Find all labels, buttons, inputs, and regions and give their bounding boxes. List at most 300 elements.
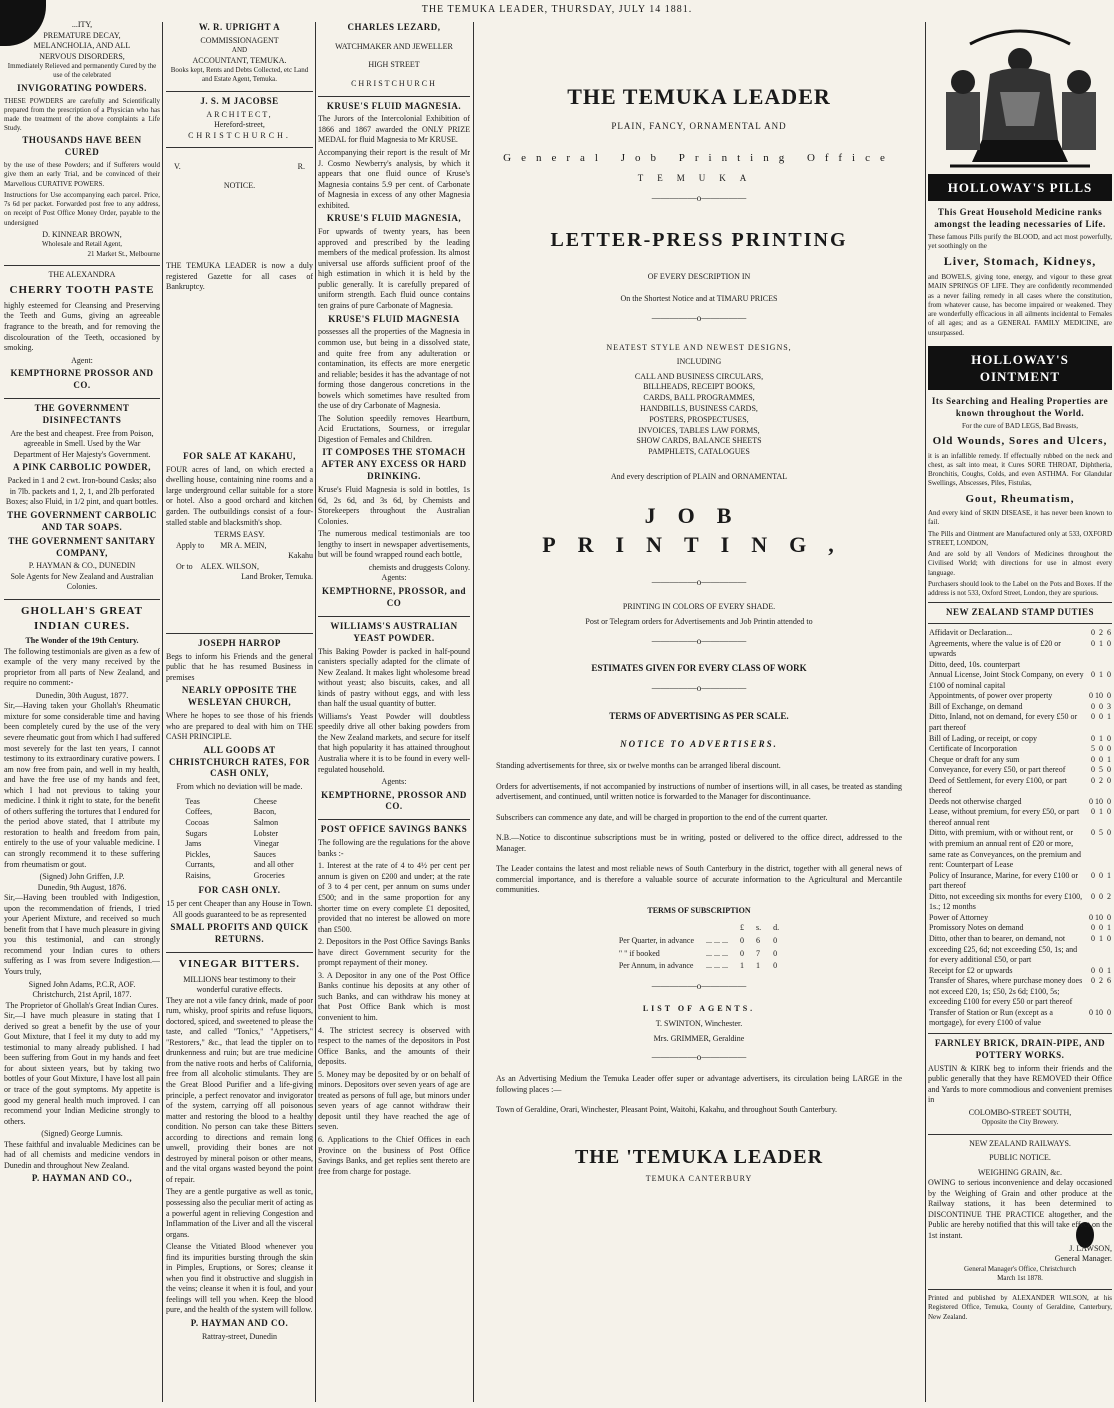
ad-text: 15 per cent Cheaper than any House in Town. — [166, 899, 313, 909]
grocery-item: Sauces — [253, 849, 276, 859]
ad-text: FOUR acres of land, on which erected a dwelling house, containing nine rooms and a large underground cellar suitable for a store or hotel. Also a good orchard and kitchen garden. The outbuildings consist of a four-stalled stable and blacksmith's shop. — [166, 464, 313, 527]
ad-text: The following are the regulations for the above banks :- — [318, 838, 470, 858]
duty-value: 0 2 6 — [1091, 628, 1111, 638]
ad-text: Kruse's Fluid Magnesia is sold in bottles, 1s 6d, 2s 6d, and 3s 6d, by Chemists and Storekeepers throughout the Australian Colonies. — [318, 485, 470, 526]
service-item: SHOW CARDS, BALANCE SHEETS — [636, 436, 762, 446]
ad-name: KEMPTHORNE, PROSSOR AND CO. — [321, 789, 467, 812]
ad-text: March 1st 1878. — [997, 1273, 1043, 1282]
ad-heading: VINEGAR BITTERS. — [178, 957, 301, 970]
cell: 0 — [740, 935, 745, 945]
ad-cherry-tooth-paste — [4, 270, 160, 392]
ad-text: ALEX. WILSON, — [200, 561, 259, 571]
table-row — [928, 934, 1112, 966]
table-row — [928, 765, 1112, 776]
ad-text: Begs to inform his Friends and the general public that he has resumed Business in premises — [166, 651, 313, 682]
duty-value: 0 0 3 — [1091, 701, 1111, 711]
table-row — [928, 871, 1112, 892]
ad-invigorating-powders — [4, 20, 160, 259]
ad-date: Dunedin, 30th August, 1877. — [35, 690, 129, 700]
regulation-item: 3. A Depositor in any one of the Post Office Banks continue his deposits at any other of such Banks, and can withdraw his money at that Post Office Bank which is most convenient to him. — [318, 970, 470, 1022]
ad-text: And every kind of SKIN DISEASE, it has never been known to fail. — [928, 509, 1112, 527]
duty-item: Lease, without premium, for every £50, or part thereof annual rent — [929, 807, 1080, 827]
table-row — [928, 734, 1112, 745]
duty-item: Cheque or draft for any sum — [929, 754, 1020, 764]
ornament: —————o————— — [651, 683, 747, 694]
duty-value: 0 5 0 — [1091, 828, 1111, 838]
ad-heading: GHOLLAH'S GREAT INDIAN CURES. — [20, 605, 144, 632]
duty-item: Annual License, Joint Stock Company, on every £100 of nominal capital — [929, 670, 1084, 690]
notice-text: Orders for advertisements, if not accompanied by instructions of number of insertions will, in all cases, be treated as standing advertisement, and continued, until written notice is forwarded to the Manager for discontinuance. — [496, 781, 902, 802]
imprint: Printed and published by ALEXANDER WILSON, at his Registered Office, Temuka, County of Geraldine, Canterbury, New Zealand. — [928, 1294, 1112, 1321]
ad-line: NERVOUS DISORDERS, — [39, 51, 125, 61]
ad-text: They are not a vile fancy drink, made of poor rum, whisky, proof spirits and refuse liquors, doctored, spiced, and sweetened to please the taste, and called "Tonics," "Appetisers," "Restorers," &c., that lead the tippler on to drunkenness and ruin; but are true medicine from the native roots and herbs of California, free from all alcoholic stimulants. They are the Great Blood Purifier and a life-giving principle, a perfect renovator and invigorator of the system, carrying off all poisonous matter and restoring the blood to a healthy condition. No person can take these Bitters according to directions and remain long unwell, providing their bones are not destroyed by mineral poison or other means, and the vital organs wasted beyond the point of repair. — [166, 995, 313, 1184]
subtitle: General Job Printing Office — [503, 151, 895, 164]
column-4-printing-office — [476, 20, 922, 1405]
grocery-item: Salmon — [253, 817, 279, 827]
ad-text: The Jurors of the Intercolonial Exhibition of 1866 and 1867 awarded the ONLY PRIZE MEDAL for fluid Magnesia to Mr KRUSE. — [318, 114, 470, 145]
holloways-ointment-banner: HOLLOWAY'S OINTMENT — [928, 346, 1112, 390]
ad-text: General Manager's Office, Christchurch — [964, 1264, 1076, 1273]
running-header: THE TEMUKA LEADER, THURSDAY, JULY 14 1881. — [421, 4, 693, 15]
page-title: THE TEMUKA LEADER — [567, 84, 831, 109]
ad-line: MELANCHOLIA, AND ALL — [33, 41, 131, 51]
medium-text: As an Advertising Medium the Temuka Leader offer super or advantage advertisers, its circulation being LARGE in the following places :— — [496, 1074, 902, 1094]
ad-text: by the use of these Powders; and if Sufferers would give them an early Trial, and be convinced of their Marvellous CURATIVE POWERS. — [4, 161, 160, 188]
ad-upright — [166, 22, 313, 85]
notice-text: Standing advertisements for three, six or twelve months can be arranged liberal discount. — [496, 760, 781, 770]
row-dots: ... ... ... — [706, 935, 729, 945]
ad-date: Dunedin, 9th August, 1876. — [37, 882, 127, 892]
ad-text: Kakahu — [288, 551, 313, 561]
divider — [166, 633, 313, 634]
service-item: POSTERS, PROSPECTUSES, — [649, 414, 749, 424]
ad-text: CHRISTCHURCH — [351, 78, 437, 88]
ad-text: Sole Agents for New Zealand and Australian Colonies. — [10, 571, 154, 592]
ad-text: Williams's Yeast Powder will doubtless speedily drive all other baking powders from the New Zealand markets, and secure for itself that high popularity it has attained throughout Australia where it is to be found in every well-regulated household. — [318, 711, 470, 774]
duty-item: Ditto, with premium, with or without rent, or with premium an annual rent of £20 or more, same rate as Conveyances, on the premium and rent: Counterpart of Lease — [929, 828, 1081, 870]
grocery-item: Teas — [185, 796, 200, 806]
duty-value: 0 1 0 — [1091, 807, 1111, 817]
ad-name: KEMPTHORNE, PROSSOR, and CO — [321, 586, 467, 608]
grocery-item: Vinegar — [253, 839, 279, 849]
column-rule — [925, 22, 926, 1402]
text-line: On the Shortest Notice and at TIMARU PRICES — [620, 294, 778, 304]
grocery-item: and all other — [253, 860, 294, 870]
duty-item: Power of Attorney — [929, 912, 989, 922]
ad-heading: THOUSANDS HAVE BEEN CURED — [22, 135, 142, 158]
estimates-line: ESTIMATES GIVEN FOR EVERY CLASS OF WORK — [591, 663, 807, 674]
text-line: NEATEST STYLE AND NEWEST DESIGNS, — [606, 342, 792, 352]
ad-text: WATCHMAKER AND JEWELLER — [335, 41, 453, 51]
ad-heading: KRUSE'S FLUID MAGNESIA, — [326, 213, 462, 224]
ad-heading: THE GOVERNMENT SANITARY COMPANY, — [8, 535, 156, 558]
divider — [166, 147, 313, 148]
duty-value: 0 0 1 — [1091, 712, 1111, 722]
grocery-item: Sugars — [185, 828, 208, 838]
table-row — [928, 1008, 1112, 1029]
ad-railways — [928, 1139, 1112, 1283]
ad-text: Packed in 1 and 2 cwt. Iron-bound Casks; also in 7lb. packets and 1, 2, 1, and 2lb perforated Boxes; also Fluid, in 1/2 pint, and quart bottles. — [5, 476, 159, 507]
table-row — [928, 797, 1112, 808]
ad-heading: CHERRY TOOTH PASTE — [9, 284, 155, 297]
ad-text: COLOMBO-STREET SOUTH, — [968, 1107, 1072, 1117]
ad-heading: CHARLES LEZARD, — [347, 22, 441, 32]
column-1 — [4, 20, 160, 1405]
col-header: £ — [740, 923, 745, 933]
ad-line: ...ITY, — [71, 20, 93, 29]
table-row — [928, 976, 1112, 1008]
table-row — [928, 892, 1112, 913]
divider — [4, 398, 160, 399]
agents-heading: LIST OF AGENTS. — [642, 1004, 756, 1014]
duty-item: Agreements, where the value is of £20 or upwards — [929, 638, 1061, 659]
grocery-item: Lobster — [253, 828, 279, 838]
ad-text: COMMISSIONAGENT — [200, 35, 279, 45]
notice-text: The Leader contains the latest and most reliable news of South Canterbury in the district, together with all general news of commercial importance, and is therefore a valuable source of accurate information to the Agricultural and Mercantile communities. — [496, 864, 902, 895]
ad-signature: (Signed) George Lumnis. — [41, 1129, 123, 1139]
row-dots: ... ... ... — [706, 961, 729, 971]
ad-heading: Its Searching and Healing Properties are known throughout the World. — [931, 396, 1109, 419]
ad-text: highly esteemed for Cleansing and Preserving the Teeth and Gums, giving an agreeable fragrance to the breath, and for removing the discolouration of the Teeth, occasioned by smoking. — [4, 300, 160, 353]
notice-heading: NOTICE TO ADVERTISERS. — [620, 739, 778, 750]
duty-value: 0 0 1 — [1091, 923, 1111, 933]
text-line: OF EVERY DESCRIPTION IN — [647, 271, 751, 281]
table-row — [928, 807, 1112, 828]
duty-value: 0 10 0 — [1089, 912, 1111, 922]
ad-text: The Proprietor of Ghollah's Great Indian Cures. — [5, 1000, 159, 1010]
divider — [166, 952, 313, 953]
divider — [928, 1134, 1112, 1135]
ad-text: From which no deviation will be made. — [176, 782, 303, 792]
ad-text: Or to — [176, 561, 193, 571]
ad-text: HIGH STREET — [368, 60, 420, 70]
notice-text: Subscribers can commence any date, and will be charged in proportion to the end of the current quarter. — [496, 812, 828, 822]
ad-text: All goods guaranteed to be as represented — [172, 909, 307, 919]
ad-text: AND — [231, 46, 248, 55]
ad-name: P. HAYMAN AND CO. — [190, 1318, 289, 1328]
duty-value: 0 0 1 — [1091, 870, 1111, 880]
duty-item: Bill of Exchange, on demand — [929, 701, 1023, 711]
cell: 1 — [740, 961, 745, 971]
ad-text: The numerous medical testimonials are too lengthy to insert in newspaper advertisements, but will be found wrapped round each bottle, — [318, 529, 470, 560]
duty-value: 0 10 0 — [1089, 1007, 1111, 1017]
ad-text: THESE POWDERS are carefully and Scientifically prepared from the prescription of a Physician who has made the treatment of the above complaints a Life Study. — [4, 96, 160, 133]
table-row — [613, 960, 785, 973]
ad-text: Land Broker, Temuka. — [241, 572, 313, 582]
ad-heading: THE GOVERNMENT DISINFECTANTS — [34, 402, 130, 425]
regulation-item: 5. Money may be deposited by or on behalf of minors. Depositors over seven years of age are treated as persons of full age, but minors under seven years of age cannot withdraw their deposit until they have reached the age of seven. — [318, 1069, 470, 1132]
divider — [166, 91, 313, 92]
ad-notice — [166, 162, 313, 293]
ornament: —————o————— — [651, 635, 747, 646]
subscription-heading: TERMS OF SUBSCRIPTION — [647, 905, 751, 915]
table-row — [928, 755, 1112, 766]
table-row — [613, 948, 785, 961]
ad-text: For the cure of BAD LEGS, Bad Breasts, — [961, 421, 1079, 430]
table-row — [928, 660, 1112, 671]
col-header: s. — [756, 923, 762, 933]
service-item: HANDBILLS, BUSINESS CARDS, — [640, 404, 758, 414]
ad-text: Rattray-street, Dunedin — [201, 1331, 278, 1341]
ad-heading: W. R. UPRIGHT A — [198, 22, 281, 32]
ornament: —————o————— — [651, 576, 747, 587]
ad-text: Wholesale and Retail Agent, — [41, 240, 123, 249]
ad-farnley-brick — [928, 1038, 1112, 1128]
duty-item: Ditto, not exceeding six months for every £100, 1s.; 12 months — [929, 891, 1083, 912]
places-text: Town of Geraldine, Orari, Winchester, Pleasant Point, Waitohi, Kakahu, and throughout South Canterbury. — [496, 1105, 838, 1115]
ad-text: The following testimonials are given as a few of example of the very many received by the proprietor from all parts of New Zealand, and require no comment:- — [4, 646, 160, 688]
ad-text: possesses all the properties of the Magnesia in common use, but being in a dissolved state, and quite free from any adulteration or contamination, its effects are more energetic and reliable; besides it has the advantage of not forming those dangerous concretions in the bowels which sometimes have resulted from the use of dry Carbonate of Magnesia. — [318, 327, 470, 411]
ad-heading: KRUSE'S FLUID MAGNESIA. — [326, 100, 462, 111]
subtitle: PLAIN, FANCY, ORNAMENTAL AND — [611, 121, 787, 132]
duty-value: 0 1 0 — [1091, 638, 1111, 648]
ad-heading: FOR CASH ONLY. — [198, 885, 281, 896]
grocery-item: Raisins, — [185, 870, 211, 880]
table-row — [928, 712, 1112, 733]
service-item: CARDS, BALL PROGRAMMES, — [643, 393, 755, 403]
ad-text: CHRISTCHURCH. — [188, 130, 291, 140]
ad-text: ARCHITECT, — [206, 109, 273, 119]
cell: 0 — [773, 935, 778, 945]
duty-value: 0 1 0 — [1091, 733, 1111, 743]
notice-v: V. — [174, 162, 181, 172]
regulation-item: 2. Depositors in the Post Office Savings Banks have direct Government security for the prompt repayment of their money. — [318, 937, 470, 968]
ad-vinegar-bitters — [166, 957, 313, 1342]
ad-text: MR A. MEIN, — [220, 540, 267, 550]
service-item: CALL AND BUSINESS CIRCULARS, — [634, 371, 764, 381]
subscription-table — [613, 922, 785, 972]
duty-value: 0 0 1 — [1091, 965, 1111, 975]
ad-heading: NEW ZEALAND RAILWAYS. — [969, 1138, 1071, 1148]
ad-text: This Baking Powder is packed in half-pound canisters specially adapted for the climate of New Zealand. It makes light wholesome bread without yeast; also biscuits, cakes, and all kinds of pastry without eggs, and with less than half the usual quantity of butter. — [318, 646, 470, 709]
ad-lezard — [318, 22, 470, 90]
ad-signature: (Signed) John Griffen, J.P. — [39, 872, 125, 882]
ad-heading: THE ALEXANDRA — [48, 269, 116, 279]
holloway-trade-mark-engraving — [930, 22, 1110, 172]
divider — [318, 616, 470, 617]
grocery-item: Pickles, — [185, 849, 211, 859]
duty-item: Policy of Insurance, Marine, for every £100 or part thereof — [929, 870, 1079, 891]
ad-text: Immediately Relieved and permanently Cured by the use of the celebrated — [7, 62, 157, 80]
notice-text: N.B.—Notice to discontinue subscriptions must be in writing, posted or delivered to the office direct, addressed to the Manager. — [496, 833, 902, 853]
ad-text: They are a gentle purgative as well as tonic, possessing also the peculiar merit of acting as a powerful agent in relieving Congestion and Inflammation of the Liver and all the visceral organs. — [166, 1187, 313, 1239]
ad-text: Are the best and cheapest. Free from Poison, agreeable in Smell. Used by the War Department of Her Majesty's Government. — [10, 428, 154, 459]
grocery-item: Cheese — [253, 796, 277, 806]
ad-text: MILLIONS bear testimony to their wonderful curative effects. — [183, 974, 296, 995]
divider — [928, 602, 1112, 603]
ad-heading: J. S. M JACOBSE — [200, 95, 279, 106]
ad-name: J. LAWSON, — [1069, 1243, 1112, 1253]
ad-text: These faithful and invaluable Medicines can be had of all chemists and medicine vendors in Dunedin and throughout New Zealand. — [4, 1139, 160, 1170]
ad-text: 21 Market St., Melbourne — [87, 249, 160, 258]
duty-item: Appointments, of power over property — [929, 691, 1053, 701]
duty-value: 0 2 0 — [1091, 775, 1111, 785]
divider — [4, 599, 160, 600]
ad-text: Sir,—Having taken your Ghollah's Rheumatic mixture for some considerable time and having been completely cured by the use of the very severe rheumatic gout from which I had suffered most severely for the last ten years, I cannot testimony to its extraordinary curative powers. I am now free from pain, and well in my health, and have the free use of my hands and feet, which I had not previous to taking your medicine. I think it right to state, for the benefit of others suffering the tortures that I endured for the period above stated, that I attribute my restoration to health and freedom from pain, entirely to the use of your valuable medicine. I can strongly recommend it to these suffering from rheumatism or gout. — [4, 701, 160, 869]
ad-ghollah-cures — [4, 604, 160, 1185]
row-label: Per Quarter, in advance — [618, 935, 695, 945]
ad-text: and BOWELS, giving tone, energy, and vigour to these great MAIN SPRINGS OF LIFE. They are confidently recommended as a never failing remedy in all cases where the constitution, from whatever cause, has become impaired or weakened. They are wonderfully efficacious in all ailments incidental to Females of all ages; and as a GENERAL FAMILY MEDICINE, are unsurpassed. — [928, 273, 1112, 337]
footer-title: THE 'TEMUKA LEADER — [574, 1145, 824, 1168]
letterpress-heading: LETTER-PRESS PRINTING — [550, 229, 848, 252]
table-row — [928, 702, 1112, 713]
table-row — [928, 828, 1112, 870]
duty-value: 0 10 0 — [1089, 691, 1111, 701]
duty-item: Deed of Settlement, for every £100, or part thereof — [929, 775, 1067, 796]
duty-item: Receipt for £2 or upwards — [929, 965, 1013, 975]
duty-value: 0 2 6 — [1091, 976, 1111, 986]
table-row — [928, 628, 1112, 639]
cell: 7 — [756, 948, 761, 958]
ad-heading: FARNLEY BRICK, DRAIN-PIPE, AND POTTERY WORKS. — [934, 1037, 1106, 1060]
subtitle: TEMUKA — [637, 173, 761, 184]
ad-text: Where he hopes to see those of his friends who are prepared to deal with him on THE CASH PRINCIPLE. — [166, 711, 313, 742]
job-printing-heading: JOB PRINTING, — [542, 502, 856, 557]
cell: 0 — [740, 948, 745, 958]
duty-item: Ditto, other than to bearer, on demand, not exceeding £25, 6d; not exceeding £50, 1s; and for every additional £50, or part — [929, 933, 1078, 965]
grocery-item: Cocoas — [185, 817, 209, 827]
ad-heading: Liver, Stomach, Kidneys, — [943, 254, 1097, 269]
footer-subtitle: TEMUKA CANTERBURY — [645, 1174, 753, 1184]
ad-signature: Signed John Adams, P.C.R, AOF. — [28, 979, 136, 989]
duty-value: 0 10 0 — [1089, 796, 1111, 806]
ad-heading: NEARLY OPPOSITE THE WESLEYAN CHURCH, — [181, 685, 298, 708]
duty-value: 5 0 0 — [1091, 744, 1111, 754]
ad-text: For upwards of twenty years, has been approved and prescribed by the leading members of the medical profession. Its almost universal use affords sufficient proof of the high estimation in which it is held by the public generally. It is carefully prepared of uniform strength. Each fluid ounce contains ten grains of pure Carbonate of Magnesia. — [318, 227, 470, 311]
row-dots: ... ... ... — [706, 948, 729, 958]
grocery-list — [166, 797, 313, 881]
ad-text: OWING to serious inconvenience and delay occasioned by the Weighing of Grain and other produce at the Railway stations, it has been determined to DISCONTINUE THE PRACTICE altogether, and the Public are hereby notified that this will take effect on the 1st instant. — [928, 1178, 1112, 1240]
table-row — [928, 776, 1112, 797]
column-2 — [166, 20, 313, 1405]
text-line: INCLUDING — [676, 357, 722, 367]
duty-item: Conveyance, for every £50, or part thereof — [929, 765, 1066, 775]
duty-item: Affidavit or Declaration... — [929, 628, 1013, 638]
column-5 — [928, 20, 1112, 1405]
duty-item: Certificate of Incorporation — [929, 744, 1017, 754]
column-3 — [318, 20, 470, 1405]
ad-heading: NOTICE. — [223, 180, 256, 190]
table-row — [613, 935, 785, 948]
ad-kruse-magnesia — [318, 101, 470, 610]
divider — [318, 819, 470, 820]
ad-heading: INVIGORATING POWDERS. — [17, 82, 147, 93]
ad-text: The Pills and Ointment are Manufactured only at 533, OXFORD STREET, LONDON, — [928, 529, 1112, 547]
ornament: —————o————— — [651, 312, 747, 323]
grocery-item: Coffees, — [185, 807, 213, 817]
ad-heading: Old Wounds, Sores and Ulcers, — [932, 435, 1108, 448]
ad-text: Hereford-street, — [214, 120, 265, 130]
ad-line: PREMATURE DECAY, — [43, 30, 121, 40]
cell: 6 — [756, 935, 761, 945]
ad-text: AUSTIN & KIRK beg to inform their friends and the public generally that they have REMOVED their Office and Yards to more commodious and convenient premises in — [928, 1063, 1112, 1105]
text-line: Post or Telegram orders for Advertisements and Job Printin attended to — [585, 617, 813, 627]
column-rule — [315, 22, 316, 1402]
ad-heading: POST OFFICE SAVINGS BANKS — [320, 824, 468, 835]
ad-text: The Solution speedily removes Heartburn, Acid Eructations, Sourness, or irregular Digestion of Females and Children. — [318, 413, 470, 444]
divider — [928, 1289, 1112, 1290]
cell: 1 — [756, 961, 761, 971]
ad-text: Accompanying their report is the result of Mr J. Cosmo Newberry's analysis, by which it appears that one fluid ounce of Kruse's Magnesia contains 5.9 per cent. of Carbonate of Magnesia in excess of any other Magnesia exhibited. — [318, 148, 470, 210]
ad-heading: SMALL PROFITS AND QUICK RETURNS. — [170, 922, 309, 945]
regulation-item: 1. Interest at the rate of 4 to 4½ per cent per annum is given on £200 and under; at the rate of 3 to 4 per cent, per annum on sums under £500; and in the same proportion for any shorter time on every complete £1 deposited, provided that no interest be allowed on more than £500. — [318, 861, 470, 934]
cell: 0 — [773, 961, 778, 971]
duty-item: Deeds not otherwise charged — [929, 796, 1022, 806]
duty-item: Ditto, deed, 10s. counterpart — [929, 659, 1021, 669]
table-row — [928, 639, 1112, 660]
duty-value: 0 5 0 — [1091, 765, 1111, 775]
agent: T. SWINTON, Winchester. — [655, 1019, 743, 1029]
ornament: —————o————— — [651, 980, 747, 991]
ad-text: Agent: — [71, 355, 93, 365]
ad-jacobs — [166, 96, 313, 142]
divider — [318, 96, 470, 97]
ad-disinfectants — [4, 403, 160, 593]
duty-item: Promissory Notes on demand — [929, 923, 1024, 933]
grocery-item: Bacon, — [253, 807, 277, 817]
duty-value: 0 0 1 — [1091, 754, 1111, 764]
grocery-item: Jams — [185, 839, 202, 849]
table-row — [928, 923, 1112, 934]
agent: Mrs. GRIMMER, Geraldine — [653, 1033, 745, 1043]
col-header: d. — [773, 923, 780, 933]
ad-heading: WEIGHING GRAIN, &c. — [978, 1167, 1062, 1177]
ornament: —————o————— — [651, 1052, 747, 1063]
ad-heading: KRUSE'S FLUID MAGNESIA — [328, 313, 460, 324]
ornament: —————o————— — [651, 193, 747, 204]
service-item: INVOICES, TABLES LAW FORMS, — [638, 425, 760, 435]
ad-text: Instructions for Use accompanying each parcel. Price, 7s 6d per packet. Forwarded post free to any address, on receipt of Post Office Money Order, payable to the undersigned — [4, 190, 160, 227]
ad-text: Books kept, Rents and Debts Collected, etc Land and Estate Agent, Temuka. — [170, 66, 309, 84]
notice-r: R. — [297, 162, 305, 172]
ad-text: Apply to — [176, 540, 205, 550]
ad-harrop — [166, 638, 313, 946]
divider — [928, 1033, 1112, 1034]
ad-kakahu — [166, 451, 313, 583]
ad-text: Purchasers should look to the Label on the Pots and Boxes. If the address is not 533, Oxford Street, London, they are spurious. — [928, 579, 1112, 597]
ad-name: D. KINNEAR BROWN, — [42, 229, 122, 239]
table-row — [928, 966, 1112, 977]
ad-text: Opposite the City Brewery. — [981, 1118, 1059, 1127]
ad-text: THE TEMUKA LEADER is now a duly registered Gazette for all cases of Bankruptcy. — [166, 261, 313, 292]
regulation-item: 4. The strictest secrecy is observed with respect to the names of the depositors in Post Office Banks, and the amounts of their deposits. — [318, 1025, 470, 1067]
duty-item: Ditto, Inland, not on demand, for every £50 or part thereof — [929, 712, 1078, 733]
divider — [4, 265, 160, 266]
ad-name: P. HAYMAN & CO., DUNEDIN — [28, 561, 136, 571]
ad-heading: THE GOVERNMENT CARBOLIC AND TAR SOAPS. — [7, 509, 157, 532]
cell: 0 — [773, 948, 778, 958]
duty-item: Bill of Lading, or receipt, or copy — [929, 733, 1037, 743]
ad-heading: PUBLIC NOTICE. — [989, 1153, 1051, 1163]
ad-text: ACCOUNTANT, TEMUKA. — [192, 55, 287, 65]
ad-williams-yeast — [318, 621, 470, 814]
row-label: " " if booked — [618, 948, 660, 958]
ad-text: General Manager. — [1054, 1254, 1112, 1264]
duty-item: Transfer of Station or Run (except as a mortgage), for every £100 of value — [929, 1007, 1053, 1028]
grocery-item: Groceries — [253, 870, 285, 880]
duty-value: 0 0 2 — [1091, 891, 1111, 901]
regulation-item: 6. Applications to the Chief Offices in each Province on the business of Post Office Savings Banks, and get replies sent thereto are free from charge for postage. — [318, 1135, 470, 1176]
ad-heading: FOR SALE AT KAKAHU, — [183, 450, 296, 461]
ad-text: Agents: — [381, 777, 407, 787]
table-row — [928, 691, 1112, 702]
ad-text: it is an infallible remedy. If effectually rubbed on the neck and chest, as salt into meat, it Cures SORE THROAT, Diphtheria, Bronchitis, Coughs, Colds, and even ASTHMA. For Glandular Swellings, Abscesses, Piles, Fistulas, — [928, 451, 1112, 488]
ad-heading: JOSEPH HARROP — [198, 637, 281, 648]
table-row — [928, 670, 1112, 691]
grocery-item: Currants, — [185, 860, 215, 870]
ad-heading: This Great Household Medicine ranks amongst the leading necessaries of Life. — [934, 207, 1106, 230]
ad-heading: ALL GOODS AT CHRISTCHURCH RATES, FOR CASH ONLY, — [168, 744, 311, 779]
